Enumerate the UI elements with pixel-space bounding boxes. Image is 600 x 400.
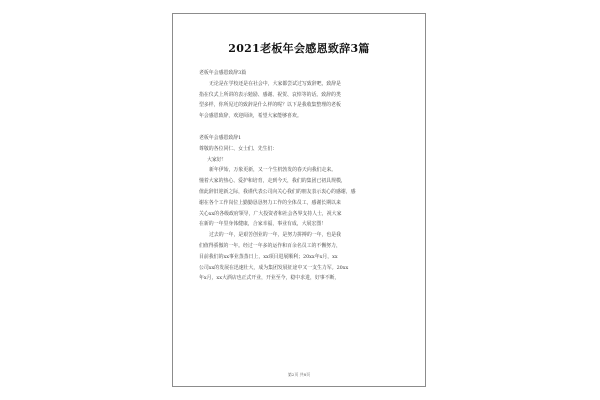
document-page (172, 13, 426, 387)
paragraph-line: 值此辞旧迎新之际，我谨代表公司向关心我们的朋友表示衷心的感谢，感 (199, 188, 356, 195)
paragraph-line: 关心xx的各级政府领导，广大投资者和社会各界支持人士，祝大家 (199, 210, 342, 217)
paragraph-line: 新年伊始，万象更新，又一个生机勃发的春天向我们走来。 (209, 167, 337, 174)
paragraph-line: 目前我们的xx事业蒸蒸日上，xx项目进展顺利；20xx年x月，xx (199, 253, 338, 260)
document-body (199, 68, 405, 284)
paragraph-line: 年x月，xx大酒店也正式开业，开业至今，稳中求进，好事不断， (199, 275, 340, 282)
paragraph-line: 年会感恩致辞，欢迎阅读，希望大家能够喜欢。 (199, 113, 302, 120)
paragraph-line: 型多样，你所见过的致辞是什么样的呢？以下是我收集整理的老板 (199, 102, 341, 109)
salutation: 尊敬的各位同仁、女士们、先生们： (199, 145, 278, 152)
paragraph-line: 在新的一年里身体健康，合家幸福，事业有成，大展宏图！ (199, 221, 327, 228)
greeting: 大家好！ (207, 156, 227, 163)
paragraph-line: 无论是在学校还是在社会中，大家都尝试过写致辞吧，致辞是 (209, 80, 342, 87)
paragraph-line: 憧着大家的热心、爱护和培育，走到今天，我们的集团已初具规模， (199, 178, 346, 185)
section-heading: 老板年会感恩致辞3篇 (199, 70, 247, 76)
page-number: 第2页 共8页 (287, 372, 311, 377)
paragraph-line: 谢在各个工作岗位上勤勤恳恳努力工作的全体员工，感谢长期以来 (199, 199, 341, 206)
document-title: 2021老板年会感恩致辞3篇 (228, 42, 370, 55)
paragraph-line: 指在仪式上所讲的表示勉励、感谢、祝贺、哀悼等的话。致辞的类 (199, 91, 341, 98)
paragraph-line: 公司xx的发展在迅速壮大，成为集团发展征途中又一支生力军。20xx (199, 264, 349, 271)
paragraph-line: 们值得骄傲的一年。经过一年多的运作和百余名员工的不懈努力， (199, 242, 341, 249)
paragraph-line: 过去的一年，是艰苦创业的一年，是努力拼搏的一年，也是我 (209, 232, 342, 239)
subsection-heading: 老板年会感恩致辞1 (199, 134, 242, 141)
